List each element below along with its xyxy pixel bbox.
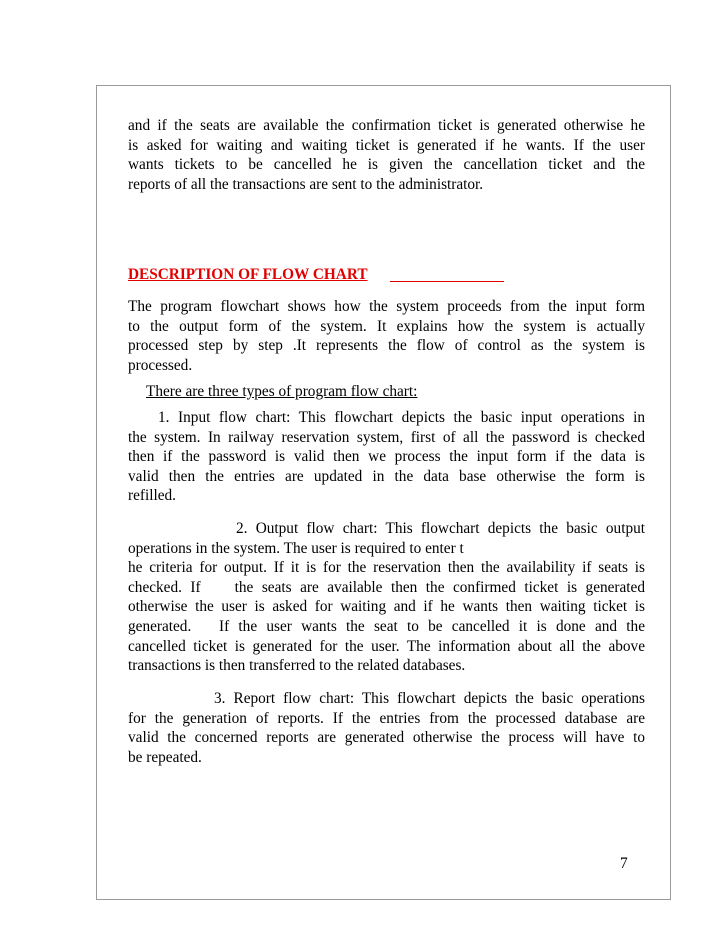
item2-line: operations in the system. The user is required to enter t [128, 539, 464, 557]
item1-line: then if the password is valid then we process the input form if the data is [128, 448, 645, 466]
description-line: processed. [128, 356, 193, 374]
item2-line: 2. Output flow chart: This flowchart depicts the basic output [236, 520, 645, 537]
item2-line: checked. If the seats are available then the confirmed ticket is generated [128, 578, 645, 596]
item1-line: valid then the entries are updated in the data base otherwise the form is [128, 467, 645, 485]
types-intro: There are three types of program flow chart: [146, 383, 418, 400]
item1-line: refilled. [128, 487, 176, 505]
intro-paragraph [128, 116, 645, 194]
section-heading [128, 265, 368, 285]
intro-line: and if the seats are available the confirmation ticket is generated otherwise he [128, 117, 645, 134]
item2-line: transactions is then transferred to the related databases. [128, 657, 466, 675]
item3-line: valid the concerned reports are generated otherwise the process will have to [128, 729, 645, 747]
description-line: processed step by step .It represents the flow of control as the system is [128, 337, 645, 355]
item2-line: cancelled ticket is generated for the user. The information about all the above [128, 637, 645, 655]
item3-line: 3. Report flow chart: This flowchart depicts the basic operations [214, 690, 645, 707]
item2-line: he criteria for output. If it is for the reservation then the availability if seats is [128, 559, 645, 577]
intro-line: is asked for waiting and waiting ticket is generated if he wants. If the user [128, 136, 645, 154]
heading-underline-extension [390, 281, 504, 282]
item1-line: the system. In railway reservation system, first of all the password is checked [128, 428, 645, 446]
page-number: 7 [620, 855, 628, 872]
item3-line: for the generation of reports. If the entries from the processed database are [128, 709, 645, 727]
item-report-flow-chart [128, 689, 645, 767]
item2-line: generated. If the user wants the seat to be cancelled it is done and the [128, 617, 645, 635]
item1-line: 1. Input flow chart: This flowchart depicts the basic input operations in [158, 409, 645, 426]
description-line: The program flowchart shows how the system proceeds from the input form [128, 298, 645, 315]
item-input-flow-chart [128, 408, 645, 506]
item2-line: otherwise the user is asked for waiting and if he wants then waiting ticket is [128, 598, 645, 616]
intro-line: reports of all the transactions are sent to the administrator. [128, 175, 484, 193]
description-paragraph [128, 297, 645, 375]
item3-line: be repeated. [128, 748, 202, 766]
section-heading-text: DESCRIPTION OF FLOW CHART [128, 266, 368, 283]
item-output-flow-chart [128, 519, 645, 676]
intro-line: wants tickets to be cancelled he is given the cancellation ticket and the [128, 156, 645, 174]
description-line: to the output form of the system. It explains how the system is actually [128, 317, 645, 335]
